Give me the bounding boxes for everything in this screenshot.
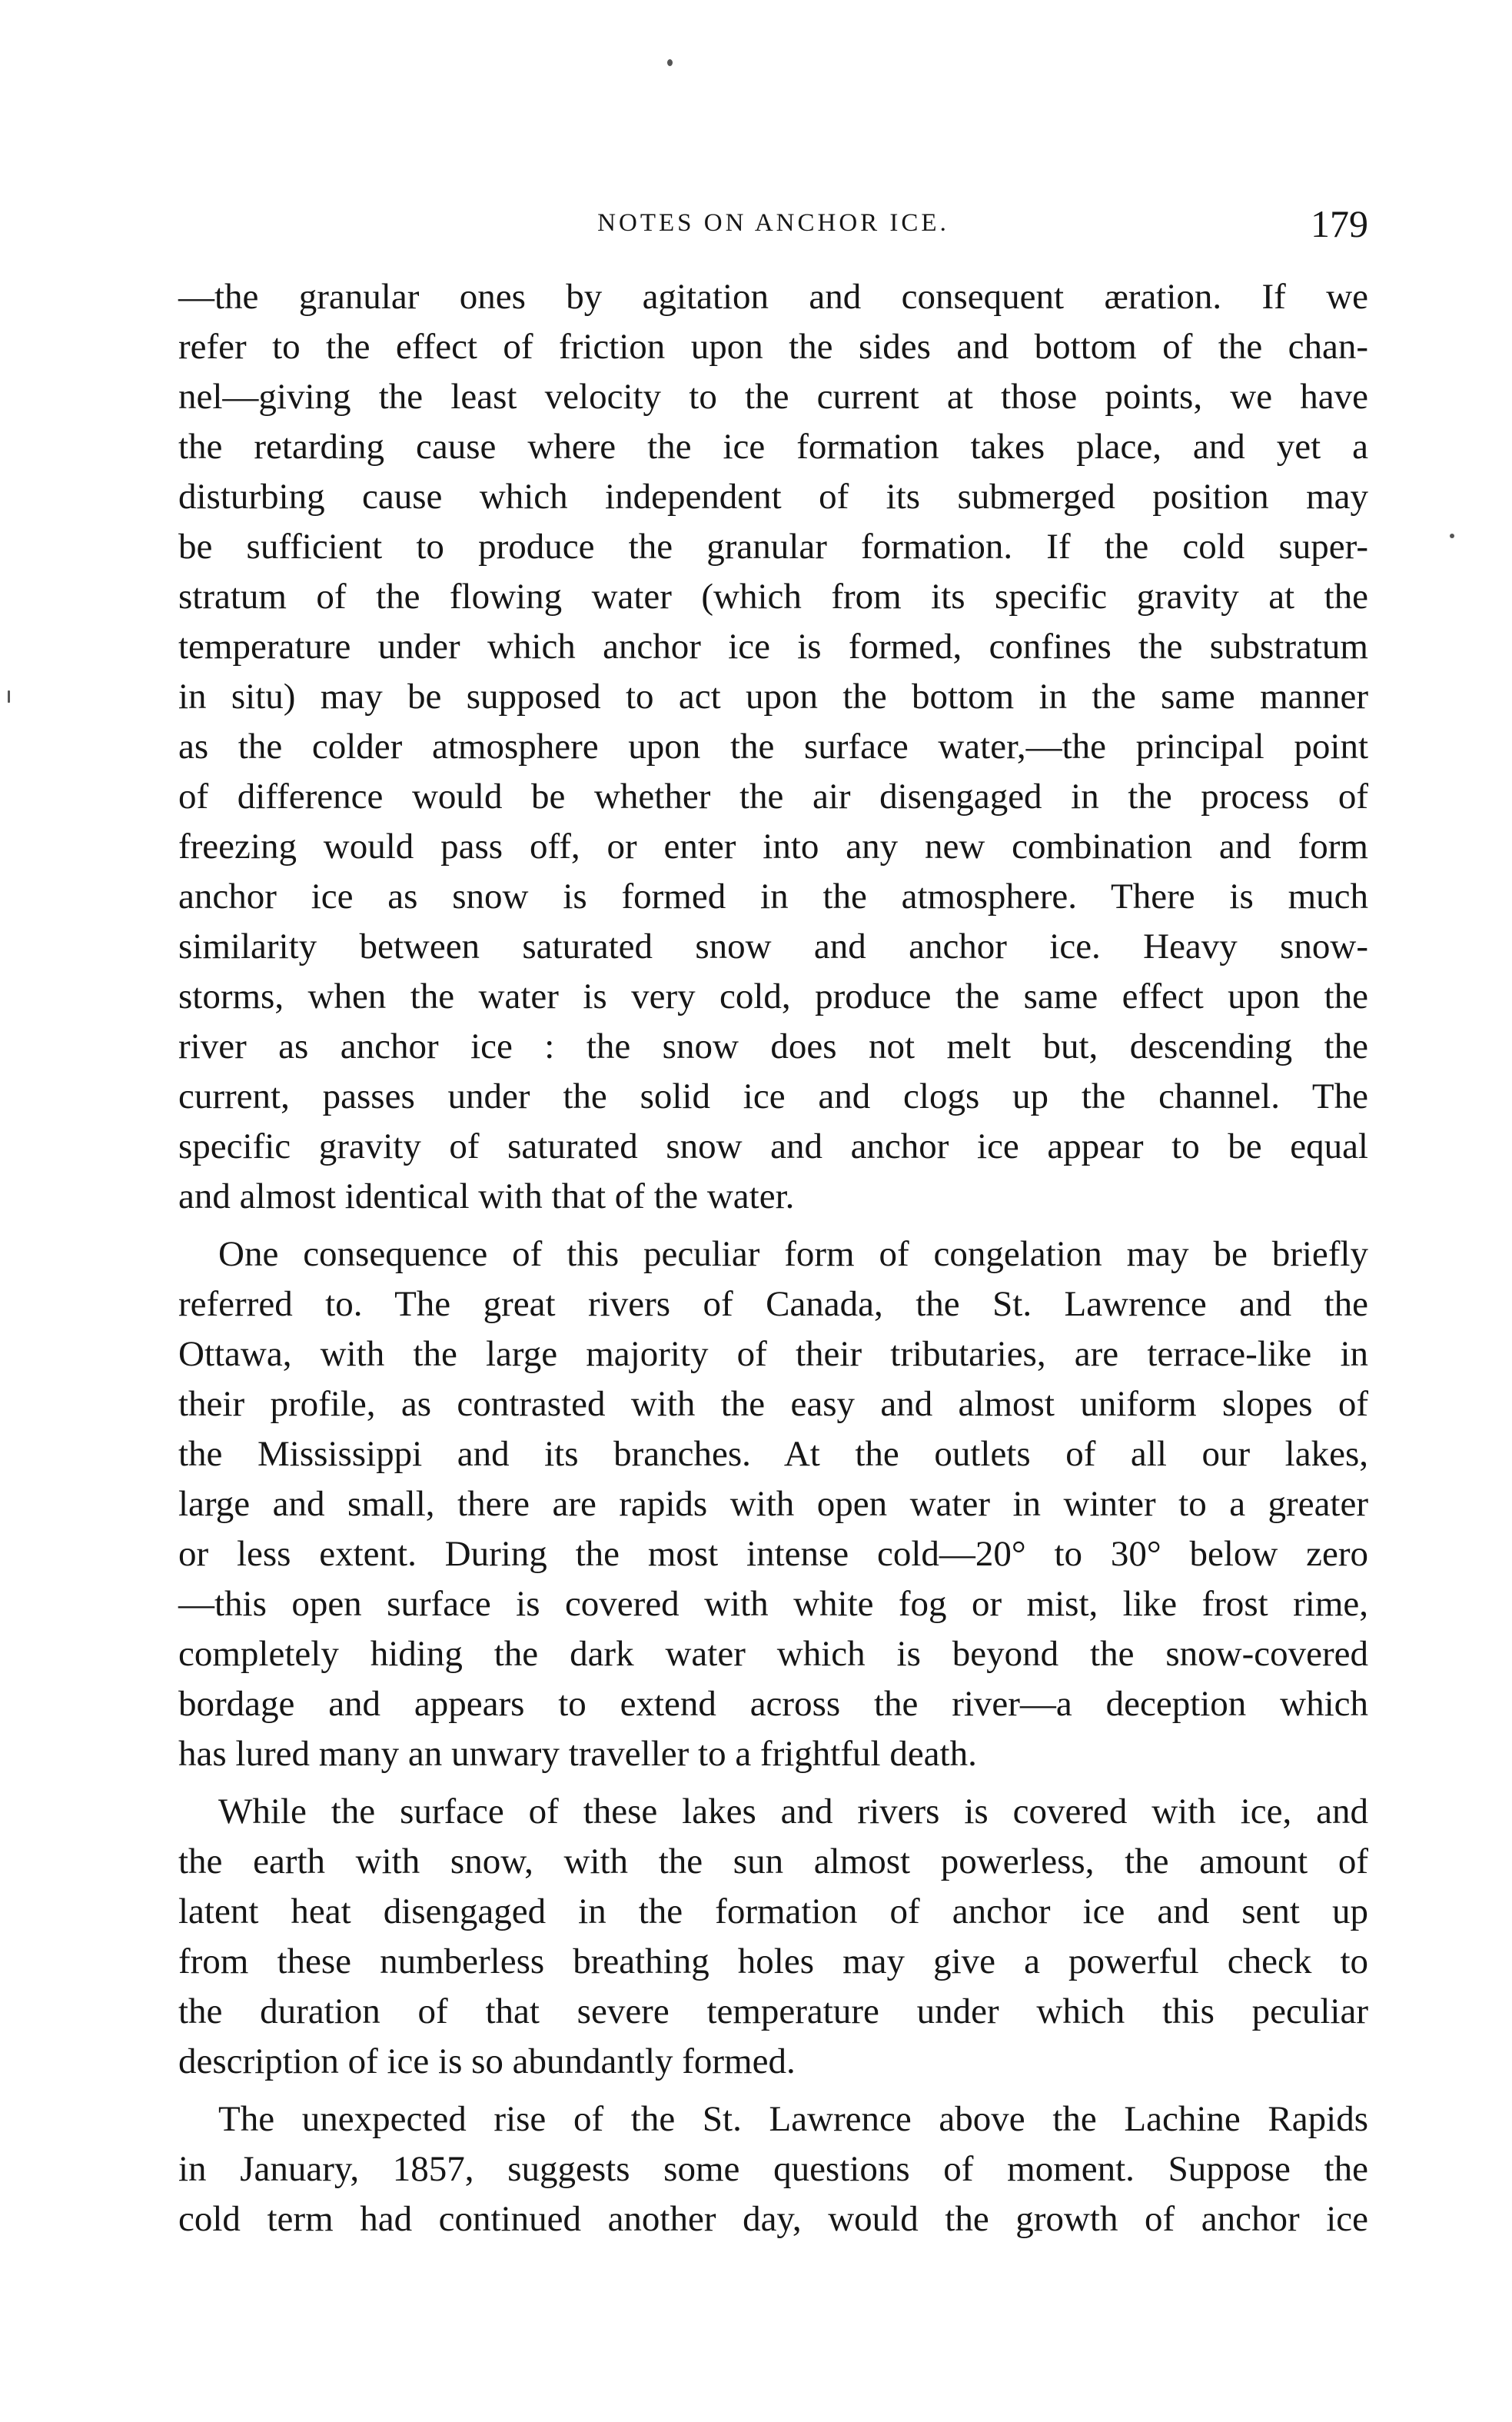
- text-line: —the granular ones by agitation and consequent æration. If we: [178, 277, 1368, 317]
- text-line: While the surface of these lakes and rivers is covered with ice, and: [218, 1792, 1368, 1831]
- text-line: stratum of the flowing water (which from its specific gravity at the: [178, 577, 1368, 617]
- paragraph: [178, 1787, 1368, 2087]
- text-line: in January, 1857, suggests some questions of moment. Suppose the: [178, 2149, 1368, 2189]
- text-line: freezing would pass off, or enter into any new combination and form: [178, 827, 1368, 867]
- page-number: 179: [1311, 202, 1368, 245]
- text-line: temperature under which anchor ice is formed, confines the substratum: [178, 627, 1368, 667]
- text-line: current, passes under the solid ice and clogs up the channel. The: [178, 1076, 1368, 1116]
- text-line: of difference would be whether the air disengaged in the process of: [178, 777, 1368, 817]
- text-line: completely hiding the dark water which is beyond the snow-covered: [178, 1634, 1368, 1674]
- page-header: [178, 201, 1368, 255]
- text-line: their profile, as contrasted with the easy and almost uniform slopes of: [178, 1384, 1368, 1424]
- text-line: and almost identical with that of the water.: [178, 1176, 795, 1216]
- text-line: cold term had continued another day, would the growth of anchor ice: [178, 2199, 1368, 2239]
- text-line: nel—giving the least velocity to the current at those points, we have: [178, 377, 1368, 417]
- text-line: anchor ice as snow is formed in the atmosphere. There is much: [178, 877, 1368, 917]
- paragraph: [178, 2094, 1368, 2244]
- text-line: latent heat disengaged in the formation of anchor ice and sent up: [178, 1891, 1368, 1931]
- text-line: large and small, there are rapids with open water in winter to a greater: [178, 1484, 1368, 1524]
- text-line: from these numberless breathing holes may give a powerful check to: [178, 1941, 1368, 1981]
- paragraph: [178, 272, 1368, 1222]
- text-line: has lured many an unwary traveller to a frightful death.: [178, 1734, 977, 1774]
- text-line: referred to. The great rivers of Canada, the St. Lawrence and the: [178, 1284, 1368, 1324]
- running-title: NOTES ON ANCHOR ICE.: [597, 209, 949, 237]
- text-line: storms, when the water is very cold, produce the same effect upon the: [178, 976, 1368, 1016]
- text-line: the earth with snow, with the sun almost powerless, the amount of: [178, 1841, 1368, 1881]
- text-line: Ottawa, with the large majority of their tributaries, are terrace-like in: [178, 1334, 1368, 1374]
- text-line: similarity between saturated snow and anchor ice. Heavy snow-: [178, 927, 1368, 966]
- text-line: disturbing cause which independent of its submerged position may: [178, 477, 1368, 517]
- ink-speck: [1450, 534, 1454, 538]
- text-line: The unexpected rise of the St. Lawrence above the Lachine Rapids: [218, 2099, 1368, 2139]
- text-line: —this open surface is covered with white fog or mist, like frost rime,: [178, 1584, 1368, 1624]
- text-line: river as anchor ice : the snow does not melt but, descending the: [178, 1026, 1368, 1066]
- paragraph: [178, 1229, 1368, 1779]
- text-line: specific gravity of saturated snow and anchor ice appear to be equal: [178, 1126, 1368, 1166]
- text-line: the duration of that severe temperature under which this peculiar: [178, 1991, 1368, 2031]
- text-line: refer to the effect of friction upon the sides and bottom of the chan-: [178, 327, 1368, 367]
- text-line: in situ) may be supposed to act upon the bottom in the same manner: [178, 677, 1368, 717]
- text-line: the retarding cause where the ice formation takes place, and yet a: [178, 427, 1368, 467]
- ink-speck: [8, 690, 10, 703]
- text-line: the Mississippi and its branches. At the outlets of all our lakes,: [178, 1434, 1368, 1474]
- text-line: as the colder atmosphere upon the surface water,—the principal point: [178, 727, 1368, 767]
- ink-speck: [667, 59, 673, 66]
- text-line: be sufficient to produce the granular formation. If the cold super-: [178, 527, 1368, 567]
- text-line: or less extent. During the most intense cold—20° to 30° below zero: [178, 1534, 1368, 1574]
- body-text: [178, 272, 1368, 2244]
- text-line: bordage and appears to extend across the river—a deception which: [178, 1684, 1368, 1724]
- text-line: description of ice is so abundantly formed.: [178, 2041, 796, 2081]
- text-line: One consequence of this peculiar form of congelation may be briefly: [218, 1234, 1368, 1274]
